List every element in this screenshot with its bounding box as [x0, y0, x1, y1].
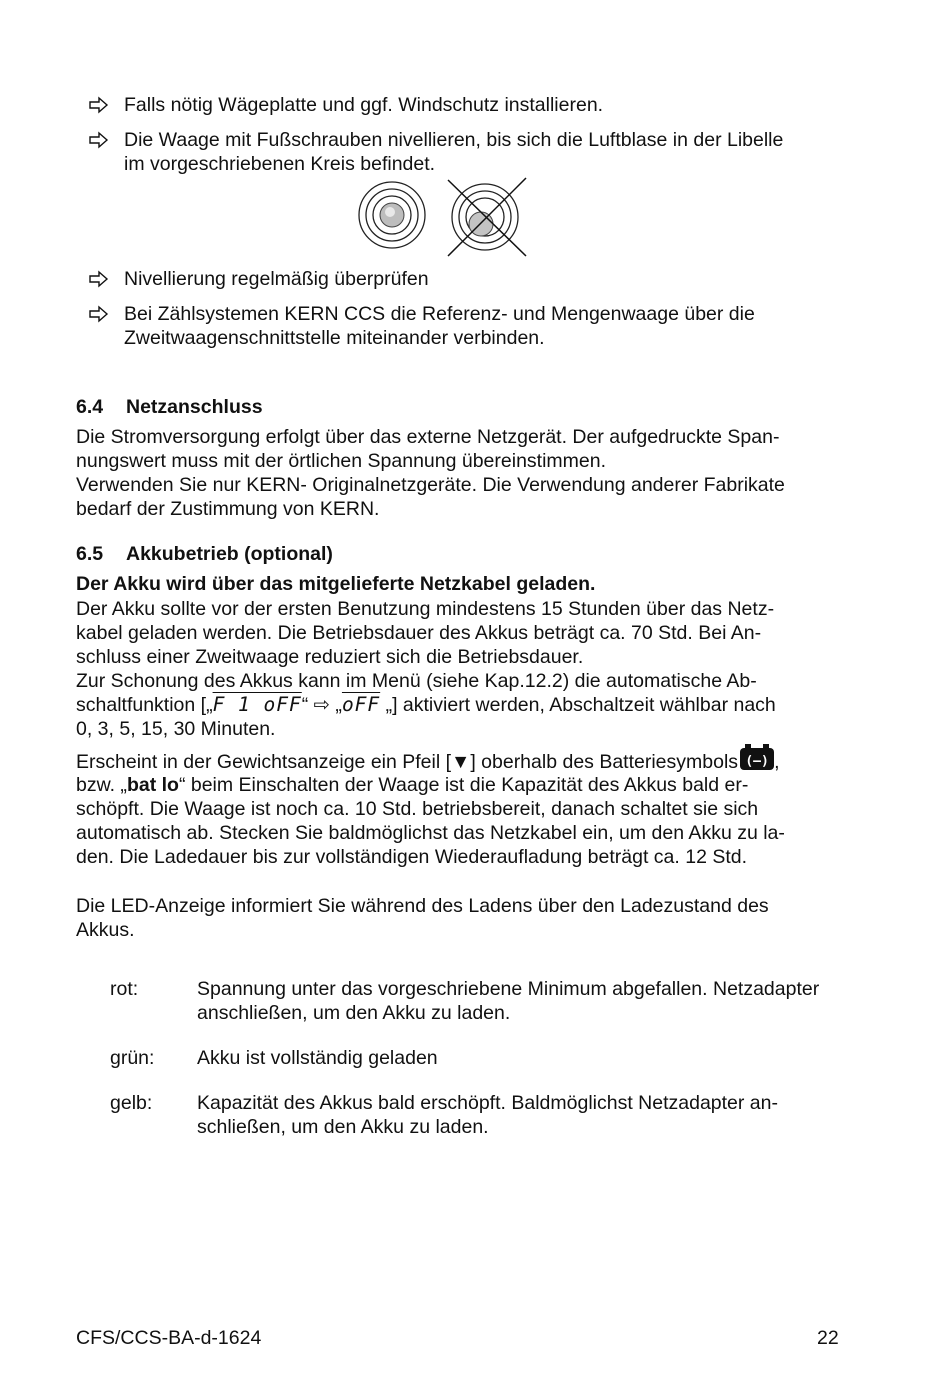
led-description: Spannung unter das vorgeschriebene Minimum abgefallen. Netzadapter	[197, 978, 820, 1000]
paragraph-line-display-codes	[76, 693, 776, 717]
arrow-bullet-icon	[88, 305, 110, 323]
arrow-bullet-icon	[88, 270, 110, 288]
section-heading: Akkubetrieb (optional)	[126, 543, 333, 565]
section-number: 6.4	[76, 396, 104, 418]
led-label-green: grün:	[110, 1047, 155, 1069]
paragraph-line: nungswert muss mit der örtlichen Spannung übereinstimmen.	[76, 450, 607, 472]
battery-icon	[740, 748, 774, 770]
bullet-text: im vorgeschriebenen Kreis befindet.	[124, 153, 436, 175]
led-label-yellow: gelb:	[110, 1092, 153, 1114]
text-span: “ ⇨ „	[301, 694, 342, 716]
led-description: anschließen, um den Akku zu laden.	[197, 1002, 511, 1024]
paragraph-line: Verwenden Sie nur KERN- Originalnetzgeräte. Die Verwendung anderer Fabrikate	[76, 474, 785, 496]
led-description: Kapazität des Akkus bald erschöpft. Baldmöglichst Netzadapter an-	[197, 1092, 778, 1114]
led-description: schließen, um den Akku zu laden.	[197, 1116, 489, 1138]
level-bubble-illustration	[355, 176, 530, 258]
paragraph-line: Zur Schonung des Akkus kann im Menü (siehe Kap.12.2) die automatische Ab-	[76, 670, 757, 692]
paragraph-line: schöpft. Die Waage ist noch ca. 10 Std. betriebsbereit, danach schaltet sie sich	[76, 798, 759, 820]
bold-statement: Der Akku wird über das mitgelieferte Netzkabel geladen.	[76, 573, 596, 595]
paragraph-line: Die Stromversorgung erfolgt über das externe Netzgerät. Der aufgedruckte Span-	[76, 426, 780, 448]
text-span: „] aktiviert werden, Abschaltzeit wählbar nach	[380, 694, 776, 716]
led-label-red: rot:	[110, 978, 139, 1000]
bullet-text: Falls nötig Wägeplatte und ggf. Windschutz installieren.	[124, 94, 604, 116]
incorrect-level-icon	[448, 178, 526, 256]
paragraph-line: schluss einer Zweitwaage reduziert sich die Betriebsdauer.	[76, 646, 584, 668]
arrow-bullet-icon	[88, 96, 110, 114]
footer-doc-id: CFS/CCS-BA-d-1624	[76, 1327, 262, 1349]
text-span: “ beim Einschalten der Waage ist die Kapazität des Akkus bald er-	[178, 774, 749, 796]
bullet-text: Bei Zählsystemen KERN CCS die Referenz- und Mengenwaage über die	[124, 303, 755, 325]
section-number: 6.5	[76, 543, 104, 565]
section-heading: Netzanschluss	[126, 396, 263, 418]
bullet-text: Die Waage mit Fußschrauben nivellieren, bis sich die Luftblase in der Libelle	[124, 129, 784, 151]
paragraph-line: den. Die Ladedauer bis zur vollständigen Wiederaufladung beträgt ca. 12 Std.	[76, 846, 748, 868]
display-code-off: $\overline{oFF}$	[341, 693, 381, 716]
led-description: Akku ist vollständig geladen	[197, 1047, 438, 1069]
text-span: ,	[774, 751, 780, 773]
paragraph-line: Die LED-Anzeige informiert Sie während des Ladens über den Ladezustand des	[76, 895, 769, 917]
paragraph-line: Akkus.	[76, 919, 135, 941]
bat-lo-text: bat lo	[126, 774, 179, 796]
paragraph-line: automatisch ab. Stecken Sie baldmöglichst das Netzkabel ein, um den Akku zu la-	[76, 822, 785, 844]
bullet-text: Zweitwaagenschnittstelle miteinander verbinden.	[124, 327, 545, 349]
footer-page-number: 22	[817, 1327, 839, 1349]
correct-level-icon	[359, 182, 425, 248]
bullet-text: Nivellierung regelmäßig überprüfen	[124, 268, 429, 290]
display-code-f1off: F 1 oFF	[212, 693, 302, 716]
paragraph-line-battery	[76, 748, 779, 774]
text-span: schaltfunktion [„	[76, 694, 213, 716]
paragraph-line: Der Akku sollte vor der ersten Benutzung mindestens 15 Stunden über das Netz-	[76, 598, 775, 620]
paragraph-line-bat-lo	[76, 773, 748, 797]
paragraph-line: 0, 3, 5, 15, 30 Minuten.	[76, 718, 276, 740]
paragraph-line: kabel geladen werden. Die Betriebsdauer des Akkus beträgt ca. 70 Std. Bei An-	[76, 622, 762, 644]
text-span: bzw. „	[76, 774, 127, 796]
text-span: Erscheint in der Gewichtsanzeige ein Pfeil [▼] oberhalb des Batteriesymbols	[76, 751, 739, 773]
battery-symbol-text: (–)	[745, 754, 769, 769]
paragraph-line: bedarf der Zustimmung von KERN.	[76, 498, 380, 520]
arrow-bullet-icon	[88, 131, 110, 149]
